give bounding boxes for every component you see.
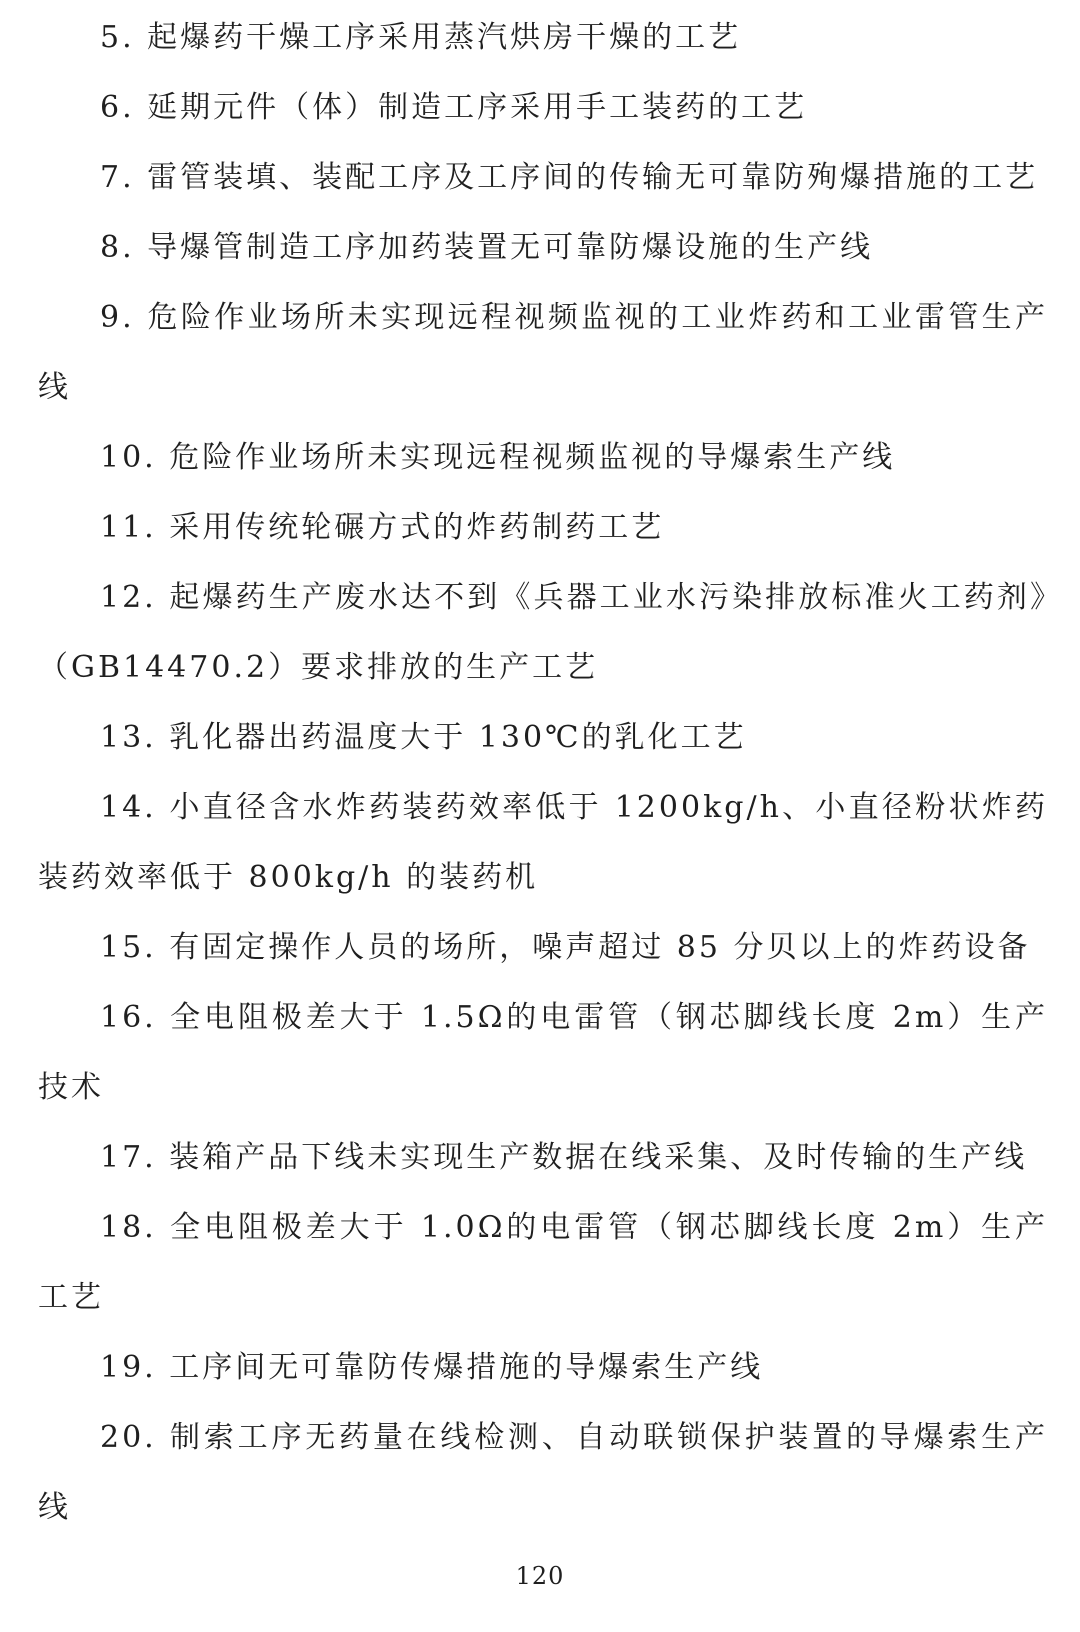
list-item: 17. 装箱产品下线未实现生产数据在线采集、及时传输的生产线 — [100, 1140, 1028, 1175]
list-item: 15. 有固定操作人员的场所，噪声超过 85 分贝以上的炸药设备 — [100, 930, 1031, 965]
page-number: 120 — [515, 1562, 565, 1590]
list-item: 11. 采用传统轮碾方式的炸药制药工艺 — [100, 510, 665, 545]
list-item: 16. 全电阻极差大于 1.5Ω的电雷管（钢芯脚线长度 2m）生产技术 — [38, 1000, 1048, 1105]
list-item: 6. 延期元件（体）制造工序采用手工装药的工艺 — [100, 90, 808, 125]
list-item: 13. 乳化器出药温度大于 130℃的乳化工艺 — [100, 720, 747, 755]
list-item: 14. 小直径含水炸药装药效率低于 1200kg/h、小直径粉状炸药装药效率低于 800kg/h 的装药机 — [38, 790, 1048, 895]
list-item: 7. 雷管装填、装配工序及工序间的传输无可靠防殉爆措施的工艺 — [100, 160, 1039, 195]
list-item: 12. 起爆药生产废水达不到《兵器工业水污染排放标准火工药剂》（GB14470.2）要求排放的生产工艺 — [38, 580, 1048, 685]
list-item: 9. 危险作业场所未实现远程视频监视的工业炸药和工业雷管生产线 — [38, 300, 1048, 405]
list-item: 19. 工序间无可靠防传爆措施的导爆索生产线 — [100, 1350, 764, 1385]
list-item: 20. 制索工序无药量在线检测、自动联锁保护装置的导爆索生产线 — [38, 1420, 1048, 1525]
item-list — [38, 0, 1048, 1543]
list-item: 5. 起爆药干燥工序采用蒸汽烘房干燥的工艺 — [100, 20, 742, 55]
list-item: 8. 导爆管制造工序加药装置无可靠防爆设施的生产线 — [100, 230, 874, 265]
list-item: 18. 全电阻极差大于 1.0Ω的电雷管（钢芯脚线长度 2m）生产工艺 — [38, 1210, 1048, 1315]
list-item: 10. 危险作业场所未实现远程视频监视的导爆索生产线 — [100, 440, 896, 475]
